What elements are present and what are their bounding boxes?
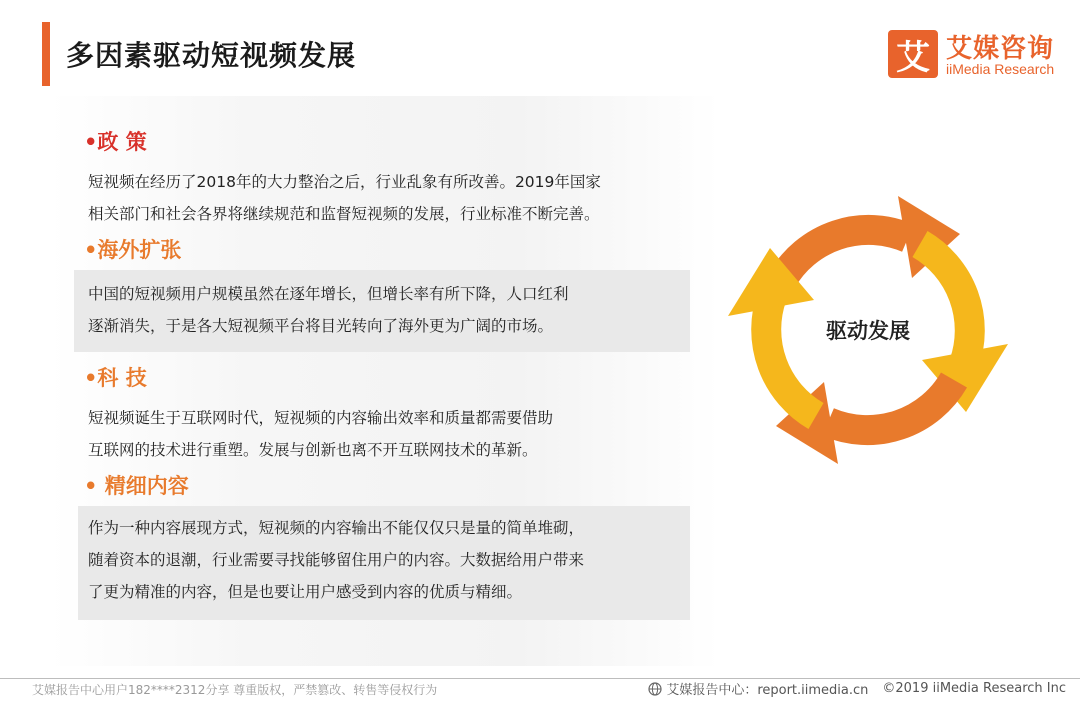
body-line: 随着资本的退潮，行业需要寻找能够留住用户的内容。大数据给用户带来 — [88, 551, 585, 569]
footer-company-copyright: ©2019 iiMedia Research Inc — [882, 681, 1066, 696]
title-accent-bar — [42, 22, 50, 86]
cycle-diagram — [718, 180, 1018, 480]
section-heading: •科 技 — [84, 366, 147, 390]
body-line: 互联网的技术进行重塑。发展与创新也离不开互联网技术的革新。 — [88, 441, 538, 459]
body-line: 作为一种内容展现方式，短视频的内容输出不能仅仅只是量的简单堆砌， — [88, 519, 585, 537]
brand-logo — [888, 28, 1068, 80]
logo-english-name: iiMedia Research — [946, 61, 1055, 77]
section-technology — [80, 362, 690, 470]
logo-mark: 艾 — [888, 30, 938, 78]
section-body — [80, 162, 690, 234]
section-body — [74, 270, 690, 352]
footer-source — [648, 679, 1066, 698]
section-heading: • 精细内容 — [84, 474, 189, 498]
footer-site-link[interactable]: 艾媒报告中心：report.iimedia.cn — [666, 683, 869, 698]
section-body — [78, 506, 690, 620]
section-body — [80, 398, 690, 470]
body-line: 中国的短视频用户规模虽然在逐年增长，但增长率有所下降，人口红利 — [88, 285, 569, 303]
body-line: 短视频诞生于互联网时代，短视频的内容输出效率和质量都需要借助 — [88, 409, 554, 427]
cycle-center-label: 驱动发展 — [826, 319, 910, 343]
footer-copyright-notice: 艾媒报告中心用户182****2312分享 尊重版权，严禁篡改、转售等侵权行为 — [32, 683, 438, 697]
body-line: 短视频在经历了2018年的大力整治之后，行业乱象有所改善。2019年国家 — [88, 173, 601, 191]
page-title: 多因素驱动短视频发展 — [66, 39, 357, 72]
section-policy — [80, 126, 690, 234]
section-heading: •海外扩张 — [84, 238, 182, 262]
section-refined-content — [80, 470, 690, 620]
section-heading: •政 策 — [84, 130, 147, 154]
body-line: 相关部门和社会各界将继续规范和监督短视频的发展，行业标准不断完善。 — [88, 205, 600, 223]
logo-chinese-name: 艾媒咨询 — [946, 34, 1055, 64]
section-overseas — [80, 234, 690, 352]
body-line: 了更为精准的内容，但是也要让用户感受到内容的优质与精细。 — [88, 583, 523, 601]
body-line: 逐渐消失，于是各大短视频平台将目光转向了海外更为广阔的市场。 — [88, 317, 554, 335]
globe-icon — [648, 682, 662, 696]
